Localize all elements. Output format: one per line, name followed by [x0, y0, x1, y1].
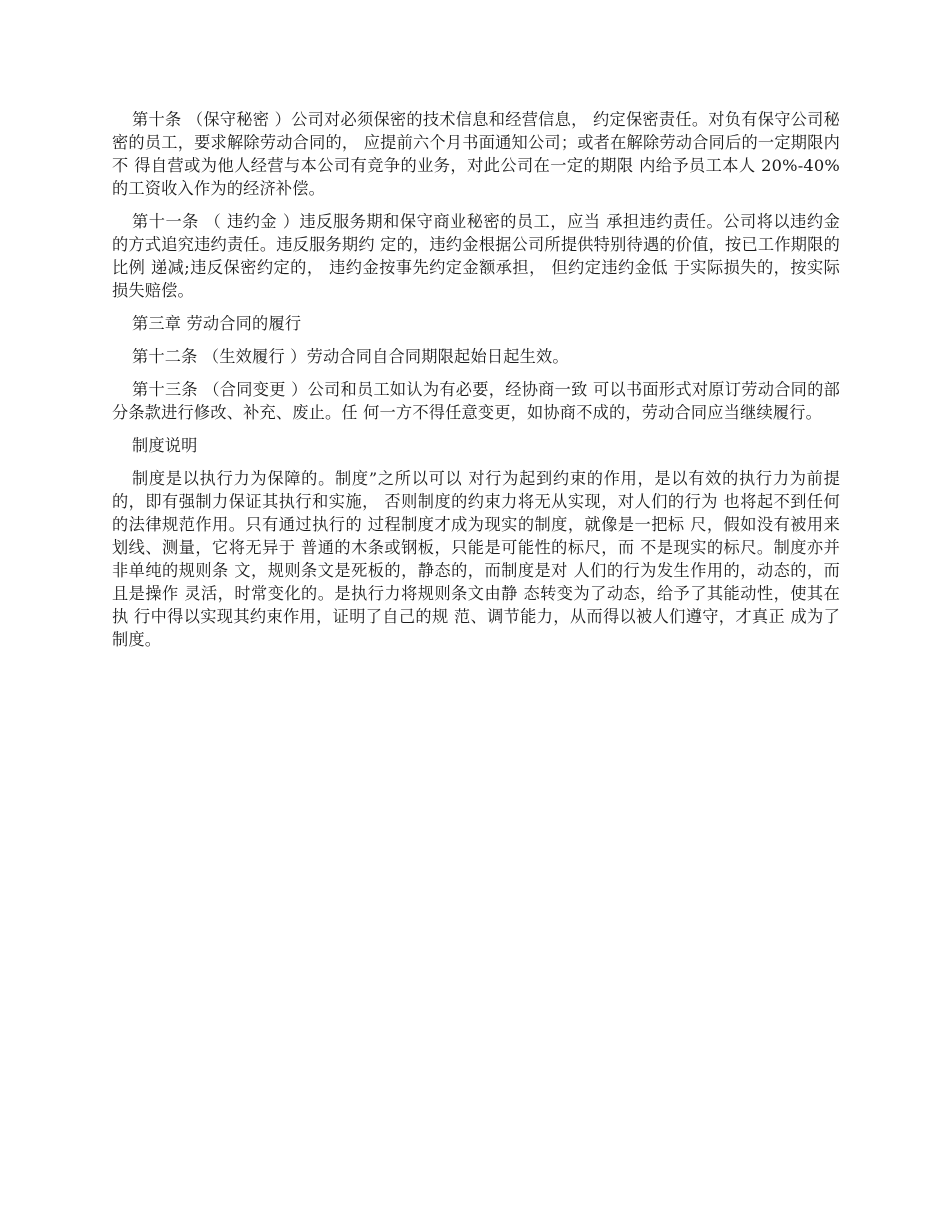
article-10-paragraph: 第十条 （保守秘密 ）公司对必须保密的技术信息和经营信息， 约定保密责任。对负有保守公司秘密的员工，要求解除劳动合同的， 应提前六个月书面通知公司；或者在解除劳动合同后的一定期限内不 得自营或为他人经营与本公司有竞争的业务，对此公司在一定的期限 内给予员工本人 20%-40%的工资收入作为的经济补偿。	[112, 110, 840, 198]
system-explanation-heading: 制度说明	[132, 436, 198, 455]
article-11-paragraph: 第十一条 （ 违约金 ）违反服务期和保守商业秘密的员工，应当 承担违约责任。公司将以违约金的方式追究违约责任。违反服务期约 定的，违约金根据公司所提供特别待遇的价值，按已工作期限的比例 递减;违反保密约定的， 违约金按事先约定金额承担， 但约定违约金低 于实际损失的，按实际损失赔偿。	[112, 212, 840, 300]
article-12-paragraph: 第十二条 （生效履行 ）劳动合同自合同期限起始日起生效。	[132, 347, 569, 366]
system-explanation-paragraph: 制度是以执行力为保障的。制度”之所以可以 对行为起到约束的作用，是以有效的执行力为前提的，即有强制力保证其执行和实施， 否则制度的约束力将无从实现，对人们的行为 也将起不到任何的法律规范作用。只有通过执行的 过程制度才成为现实的制度，就像是一把标 尺，假如没有被用来划线、测量，它将无异于 普通的木条或钢板，只能是可能性的标尺，而 不是现实的标尺。制度亦并非单纯的规则条 文，规则条文是死板的，静态的，而制度是对 人们的行为发生作用的，动态的，而且是操作 灵活，时常变化的。是执行力将规则条文由静 态转变为了动态，给予了其能动性，使其在执 行中得以实现其约束作用，证明了自己的规 范、调节能力，从而得以被人们遵守，才真正 成为了制度。	[112, 469, 840, 649]
article-13-paragraph: 第十三条 （合同变更 ）公司和员工如认为有必要，经协商一致 可以书面形式对原订劳动合同的部分条款进行修改、补充、废止。任 何一方不得任意变更，如协商不成的，劳动合同应当继续履行。	[112, 380, 840, 422]
document-page	[112, 108, 840, 661]
chapter-3-heading: 第三章 劳动合同的履行	[132, 314, 302, 333]
